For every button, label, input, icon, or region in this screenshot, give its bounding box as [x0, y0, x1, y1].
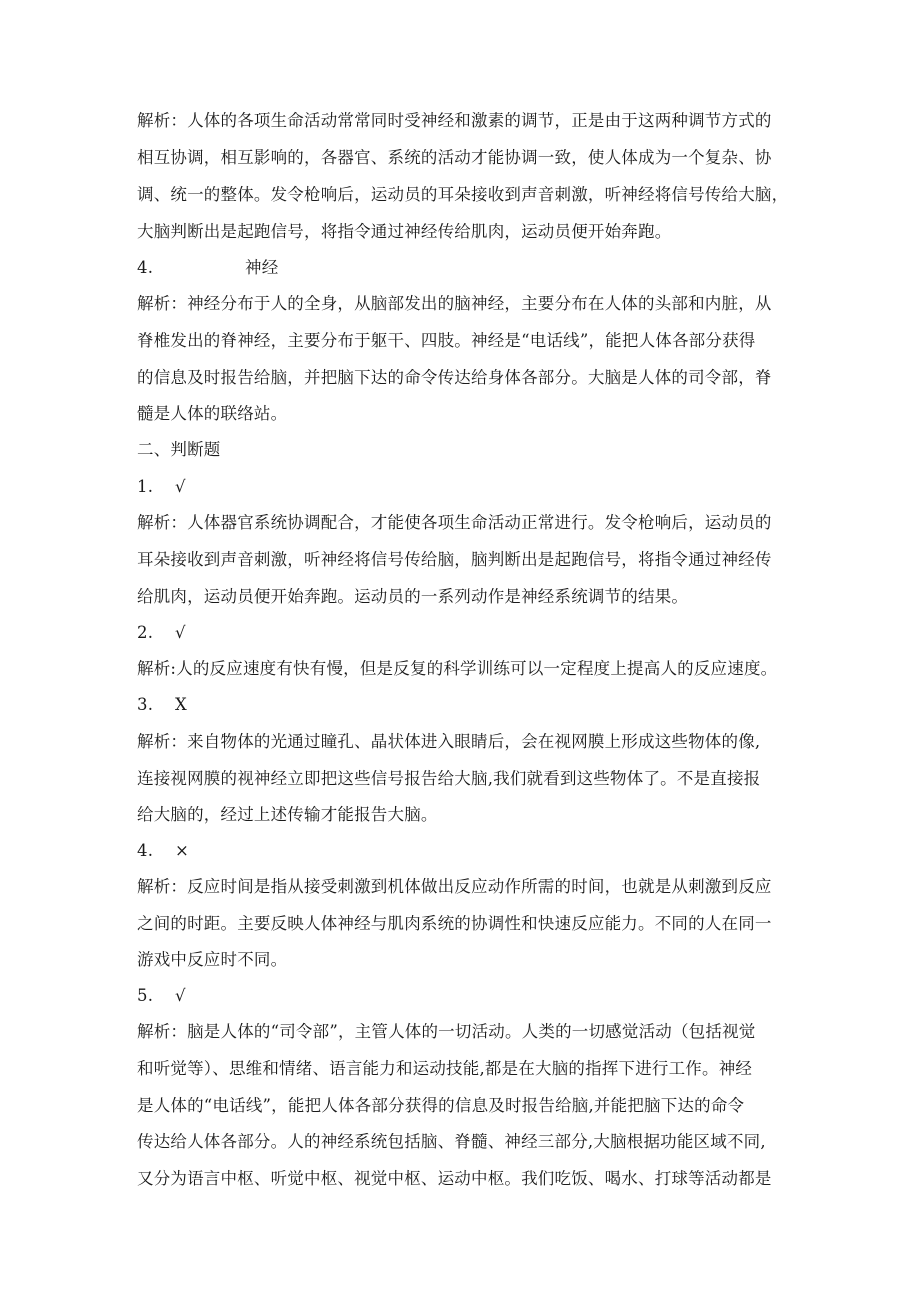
paragraph-line: 和听觉等）、思维和情绪、语言能力和运动技能,都是在大脑的指挥下进行工作。神经 — [137, 1059, 753, 1078]
paragraph-line: 解析：人体的各项生命活动常常同时受神经和激素的调节，正是由于这两种调节方式的 — [137, 111, 772, 130]
paragraph-line: 给肌肉，运动员便开始奔跑。运动员的一系列动作是神经系统调节的结果。 — [137, 587, 689, 606]
paragraph-line: 之间的时距。主要反映人体神经与肌肉系统的协调性和快速反应能力。不同的人在同一 — [137, 914, 772, 933]
item-answer: 神经 — [245, 258, 279, 277]
paragraph-line: 解析：脑是人体的“司令部”，主管人体的一切活动。人类的一切感觉活动（包括视觉 — [137, 1022, 756, 1041]
item-number: 1. — [137, 477, 154, 496]
paragraph-line: 相互协调，相互影响的，各器官、系统的活动才能协调一致，使人体成为一个复杂、协 — [137, 148, 772, 167]
paragraph-line: 解析：反应时间是指从接受刺激到机体做出反应动作所需的时间，也就是从刺激到反应 — [137, 877, 772, 896]
paragraph-line: 给大脑的，经过上述传输才能报告大脑。 — [137, 805, 438, 824]
item-number: 5. — [137, 986, 154, 1005]
section-heading: 二、判断题 — [137, 440, 221, 459]
paragraph-line: 脊椎发出的脊神经，主要分布于躯干、四肢。神经是“电话线”，能把人体各部分获得 — [137, 331, 756, 350]
paragraph-line: 解析：神经分布于人的全身，从脑部发出的脑神经，主要分布在人体的头部和内脏，从 — [137, 294, 772, 313]
item-answer: √ — [175, 623, 186, 642]
item-answer: × — [175, 841, 190, 860]
answer-item-tf-1 — [137, 477, 186, 497]
paragraph-line: 的信息及时报告给脑，并把脑下达的命令传达给身体各部分。大脑是人体的司令部，脊 — [137, 368, 772, 387]
item-number: 4. — [137, 841, 154, 860]
paragraph-line: 连接视网膜的视神经立即把这些信号报告给大脑,我们就看到这些物体了。不是直接报 — [137, 769, 761, 788]
paragraph-line: 解析：来自物体的光通过瞳孔、晶状体进入眼睛后，会在视网膜上形成这些物体的像, — [137, 732, 761, 751]
paragraph-line: 是人体的“电话线”，能把人体各部分获得的信息及时报告给脑,并能把脑下达的命令 — [137, 1096, 745, 1115]
paragraph-line: 髓是人体的联络站。 — [137, 404, 288, 423]
paragraph-line: 耳朵接收到声音刺激，听神经将信号传给脑，脑判断出是起跑信号，将指令通过神经传 — [137, 550, 772, 569]
item-number: 4. — [137, 258, 154, 277]
item-number: 3. — [137, 695, 154, 714]
paragraph-line: 传达给人体各部分。人的神经系统包括脑、脊髓、神经三部分,大脑根据功能区域不同, — [137, 1132, 766, 1151]
paragraph-line: 解析：人体器官系统协调配合，才能使各项生命活动正常进行。发令枪响后，运动员的 — [137, 513, 772, 532]
item-answer: X — [175, 695, 187, 714]
paragraph-line: 解析:人的反应速度有快有慢，但是反复的科学训练可以一定程度上提高人的反应速度。 — [137, 659, 778, 678]
answer-item-fill-4 — [137, 258, 278, 278]
item-answer: √ — [175, 477, 186, 496]
paragraph-line: 又分为语言中枢、听觉中枢、视觉中枢、运动中枢。我们吃饭、喝水、打球等活动都是 — [137, 1169, 772, 1188]
paragraph-line: 大脑判断出是起跑信号，将指令通过神经传给肌肉，运动员便开始奔跑。 — [137, 222, 672, 241]
paragraph-line: 游戏中反应时不同。 — [137, 950, 288, 969]
answer-item-tf-2 — [137, 623, 186, 643]
item-answer: √ — [175, 986, 186, 1005]
answer-item-tf-3 — [137, 695, 187, 715]
paragraph-line: 调、统一的整体。发令枪响后，运动员的耳朵接收到声音刺激，听神经将信号传给大脑， — [137, 185, 789, 204]
answer-item-tf-5 — [137, 986, 186, 1006]
item-number: 2. — [137, 623, 154, 642]
answer-item-tf-4 — [137, 841, 189, 861]
